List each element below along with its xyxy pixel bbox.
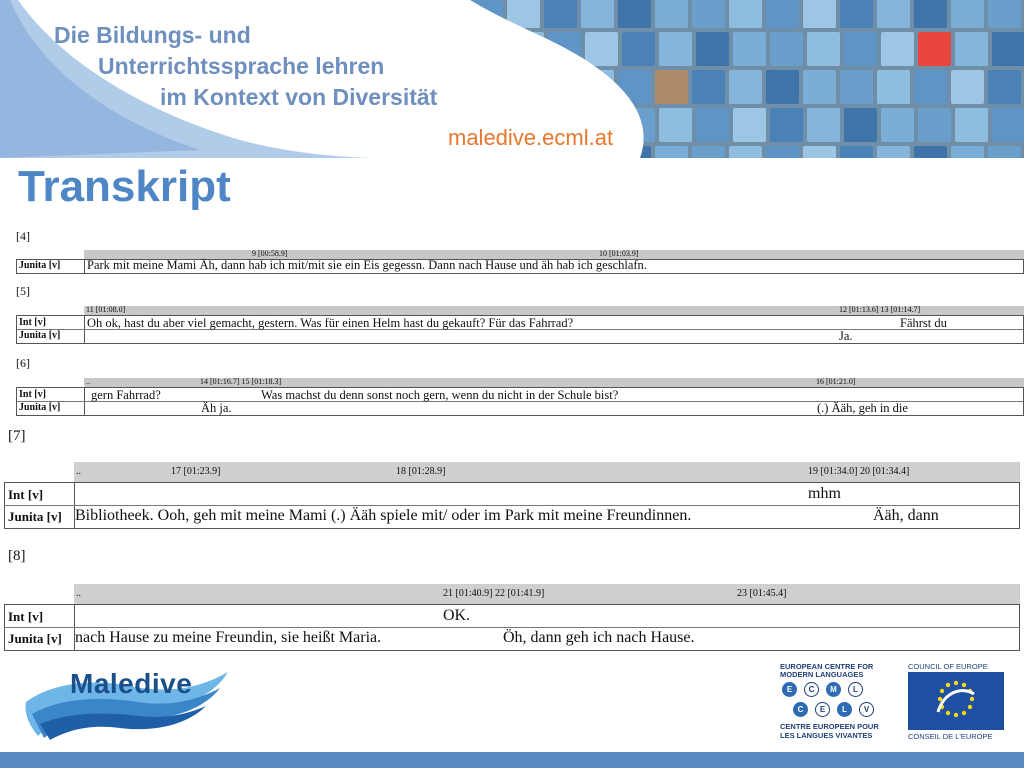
row-divider — [5, 627, 1019, 628]
utterance: Was machst du denn sonst noch gern, wenn du nicht in der Schule bist? — [261, 388, 619, 402]
ecml-letter: V — [859, 702, 874, 717]
speaker-rows — [16, 387, 1024, 416]
time-tick: 17 [01:23.9] — [171, 466, 221, 477]
ecml-letter: E — [782, 682, 797, 697]
segment-label: [8] — [8, 548, 26, 564]
transcript-segment — [4, 462, 1020, 530]
speaker-label: Junita [v] — [8, 631, 62, 646]
coe-stars-emblem — [908, 672, 1004, 730]
time-tick: 14 [01:16.7] 15 [01:18.3] — [200, 377, 282, 386]
header-title-line-2: Unterrichtssprache lehren — [98, 53, 385, 79]
transcript-segment — [4, 584, 1020, 652]
coe-text: CONSEIL DE L'EUROPE — [908, 732, 993, 741]
page-title: Transkript — [18, 162, 231, 211]
time-tick: .. — [86, 377, 90, 386]
speaker-rows — [16, 315, 1024, 344]
utterance: Ja. — [839, 329, 853, 343]
segment-label: [5] — [16, 284, 30, 298]
ecml-letter: E — [815, 702, 830, 717]
utterance: Park mit meine Mami Äh, dann hab ich mit/mit sie ein Eis gegessn. Dann nach Hause und äh hab ich geschlafn. — [87, 258, 647, 272]
utterance: Ääh, dann — [873, 507, 939, 524]
utterance: gern Fahrrad? — [91, 388, 161, 402]
time-tick: 19 [01:34.0] 20 [01:34.4] — [808, 466, 910, 477]
time-tick: 11 [01:08.0] — [86, 305, 126, 314]
time-tick: 10 [01:03.9] — [599, 249, 639, 258]
ecml-logo — [778, 662, 888, 742]
utterance: Öh, dann geh ich nach Hause. — [503, 629, 695, 646]
speaker-label: Junita [v] — [19, 402, 61, 413]
utterance: mhm — [808, 485, 841, 502]
ecml-text: MODERN LANGUAGES — [780, 670, 864, 679]
utterance: (.) Ääh, geh in die — [817, 401, 908, 415]
timeline-bar — [74, 462, 1020, 482]
segment-label: [6] — [16, 356, 30, 370]
time-tick: 21 [01:40.9] 22 [01:41.9] — [443, 588, 545, 599]
time-tick: 16 [01:21.0] — [816, 377, 856, 386]
footer-bar — [0, 752, 1024, 768]
utterance: Oh ok, hast du aber viel gemacht, gestern. Was für einen Helm hast du gekauft? Für das Fahrrad? — [87, 316, 574, 330]
maledive-logo-text: Maledive — [70, 668, 193, 699]
time-tick: 12 [01:13.6] 13 [01:14.7] — [839, 305, 921, 314]
ecml-text: EUROPEAN CENTRE FOR — [780, 662, 874, 671]
speaker-label: Int [v] — [8, 487, 44, 502]
transcript-segment — [16, 306, 1024, 344]
transcript-segment — [16, 378, 1024, 416]
transcript-segment — [16, 250, 1024, 274]
utterance: Bibliotheek. Ooh, geh mit meine Mami (.) Ääh spiele mit/ oder im Park mit meine Freundinnen. — [75, 507, 692, 524]
utterance: Fährst du — [900, 316, 947, 330]
ecml-letter: L — [837, 702, 852, 717]
speaker-label: Junita [v] — [19, 260, 61, 271]
utterance: Äh ja. — [201, 401, 232, 415]
speaker-label: Junita [v] — [8, 509, 62, 524]
timeline-bar — [84, 306, 1024, 315]
ecml-letter: C — [793, 702, 808, 717]
time-tick: .. — [76, 588, 81, 599]
speaker-rows — [4, 482, 1020, 529]
speaker-column — [17, 260, 85, 273]
header-title-line-3: im Kontext von Diversität — [160, 84, 438, 110]
time-tick: .. — [76, 466, 81, 477]
utterance: OK. — [443, 607, 471, 624]
timeline-bar — [84, 378, 1024, 387]
segment-label: [4] — [16, 229, 30, 243]
time-tick: 9 [00:58.9] — [252, 249, 288, 258]
ecml-text: CENTRE EUROPEEN POUR — [780, 722, 879, 731]
site-url-link[interactable]: maledive.ecml.at — [448, 125, 614, 150]
council-of-europe-logo — [906, 662, 1006, 742]
ecml-letter: M — [826, 682, 841, 697]
speaker-rows — [4, 604, 1020, 651]
segment-label: [7] — [8, 428, 26, 444]
speaker-label: Int [v] — [19, 389, 46, 400]
utterance: nach Hause zu meine Freundin, sie heißt Maria. — [75, 629, 382, 646]
time-tick: 18 [01:28.9] — [396, 466, 446, 477]
speaker-label: Int [v] — [8, 609, 44, 624]
speaker-rows — [16, 259, 1024, 274]
speaker-label: Int [v] — [19, 317, 46, 328]
timeline-bar — [74, 584, 1020, 604]
speaker-label: Junita [v] — [19, 330, 61, 341]
header-banner — [0, 0, 1024, 158]
header-title-line-1: Die Bildungs- und — [54, 22, 251, 48]
ecml-text: LES LANGUES VIVANTES — [780, 731, 873, 740]
coe-text: COUNCIL OF EUROPE — [908, 662, 988, 671]
ecml-letter: L — [848, 682, 863, 697]
ecml-letter: C — [804, 682, 819, 697]
row-divider — [5, 505, 1019, 506]
time-tick: 23 [01:45.4] — [737, 588, 787, 599]
